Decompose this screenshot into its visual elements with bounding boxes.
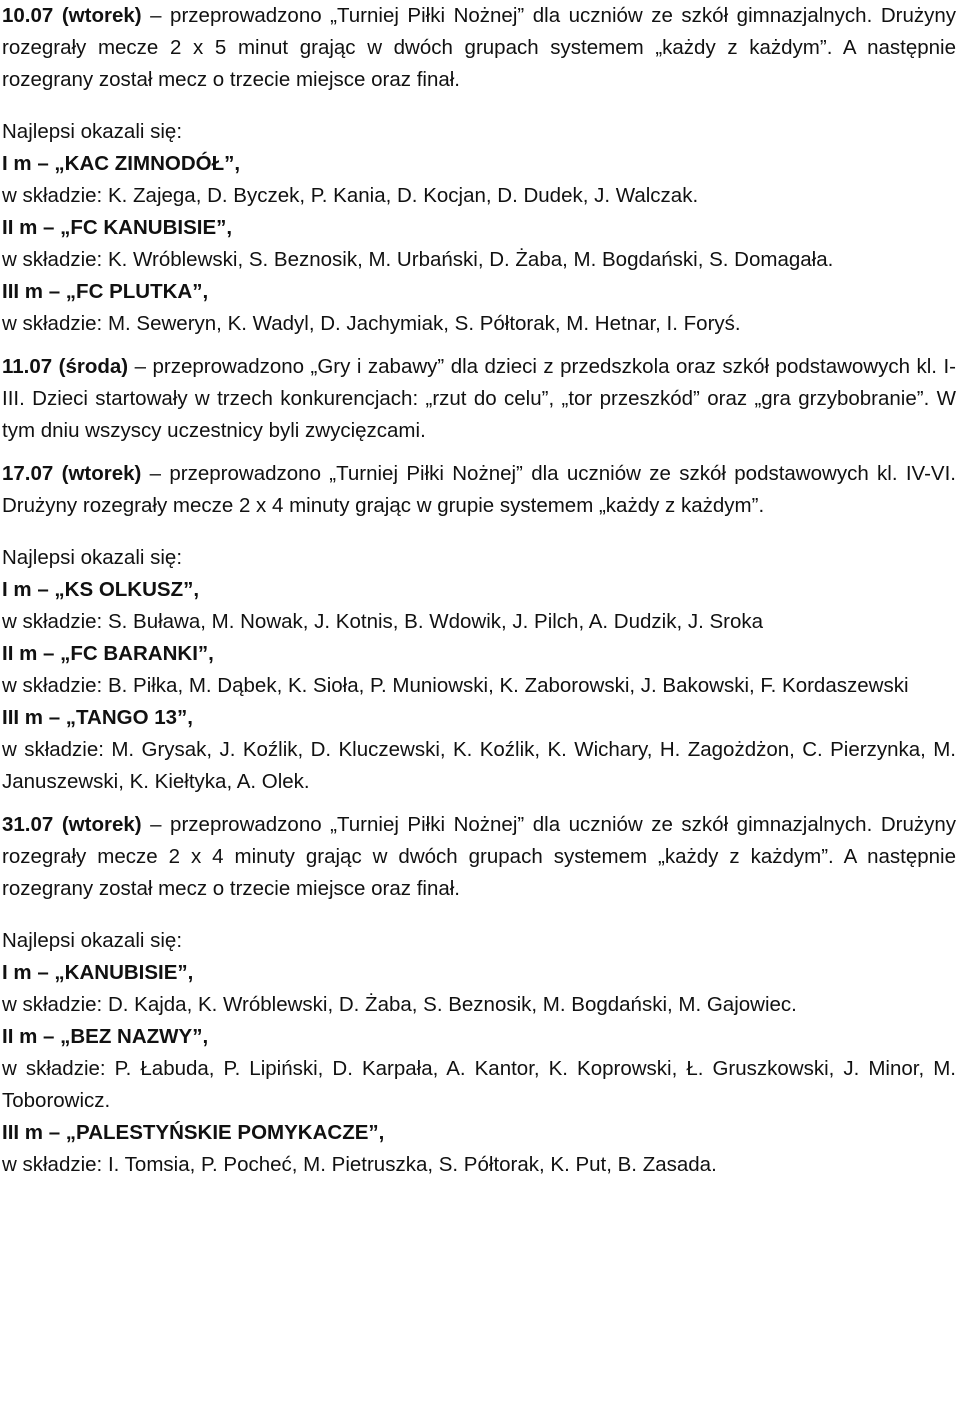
event-date: 31.07 (wtorek) xyxy=(2,813,142,836)
event-description: – przeprowadzono „Turniej Piłki Nożnej” dla uczniów ze szkół gimnazjalnych. Drużyny rozegrały mecze 2 x 5 minut grając w dwóch grupach systemem „każdy z każdym”. A następnie rozegrany został mecz o trzecie miejsce oraz finał. xyxy=(2,4,956,91)
place-title: I m – „KS OLKUSZ”, xyxy=(2,578,200,601)
place-squad: w składzie: I. Tomsia, P. Pocheć, M. Pietruszka, S. Półtorak, K. Put, B. Zasada. xyxy=(2,1153,717,1176)
event-description: – przeprowadzono „Turniej Piłki Nożnej” dla uczniów ze szkół gimnazjalnych. Drużyny rozegrały mecze 2 x 4 minuty grając w dwóch grupach systemem „każdy z każdym”. A następnie rozegrany został mecz o trzecie miejsce oraz finał. xyxy=(2,813,956,900)
event-description: – przeprowadzono „Turniej Piłki Nożnej” dla uczniów ze szkół podstawowych kl. IV-VI. Drużyny rozegrały mecze 2 x 4 minuty grając w grupie systemem „każdy z każdym”. xyxy=(2,462,956,517)
place-title: I m – „KANUBISIE”, xyxy=(2,961,194,984)
event-date: 17.07 (wtorek) xyxy=(2,462,142,485)
event-paragraph xyxy=(2,351,956,447)
event-paragraph xyxy=(2,0,956,96)
winners-heading: Najlepsi okazali się: xyxy=(2,120,183,143)
place-squad: w składzie: K. Wróblewski, S. Beznosik, M. Urbański, D. Żaba, M. Bogdański, S. Domagała. xyxy=(2,248,834,271)
event-date: 11.07 (środa) xyxy=(2,355,129,378)
winners-heading: Najlepsi okazali się: xyxy=(2,546,183,569)
winners-heading: Najlepsi okazali się: xyxy=(2,929,183,952)
place-title: III m – „PALESTYŃSKIE POMYKACZE”, xyxy=(2,1121,385,1144)
place-title: III m – „FC PLUTKA”, xyxy=(2,280,209,303)
place-squad: w składzie: M. Grysak, J. Koźlik, D. Kluczewski, K. Koźlik, K. Wichary, H. Zagożdżon, C. Pierzynka, M. Januszewski, K. Kiełtyka, A. Olek. xyxy=(2,738,956,793)
place-squad: w składzie: S. Buława, M. Nowak, J. Kotnis, B. Wdowik, J. Pilch, A. Dudzik, J. Sroka xyxy=(2,610,764,633)
place-title: II m – „FC BARANKI”, xyxy=(2,642,214,665)
place-title: I m – „KAC ZIMNODÓŁ”, xyxy=(2,152,241,175)
event-paragraph xyxy=(2,458,956,522)
event-paragraph xyxy=(2,809,956,905)
place-squad: w składzie: D. Kajda, K. Wróblewski, D. Żaba, S. Beznosik, M. Bogdański, M. Gajowiec. xyxy=(2,993,797,1016)
place-title: III m – „TANGO 13”, xyxy=(2,706,193,729)
place-title: II m – „FC KANUBISIE”, xyxy=(2,216,233,239)
event-description: – przeprowadzono „Gry i zabawy” dla dzieci z przedszkola oraz szkół podstawowych kl. I-III. Dzieci startowały w trzech konkurencjach: „rzut do celu”, „tor przeszkód” oraz „gra grzybobranie”. W tym dniu wszyscy uczestnicy byli zwycięzcami. xyxy=(2,355,956,442)
place-squad: w składzie: B. Piłka, M. Dąbek, K. Sioła, P. Muniowski, K. Zaborowski, J. Bakowski, F. Kordaszewski xyxy=(2,674,909,697)
event-date: 10.07 (wtorek) xyxy=(2,4,142,27)
place-squad: w składzie: P. Łabuda, P. Lipiński, D. Karpała, A. Kantor, K. Koprowski, Ł. Gruszkowski, J. Minor, M. Toborowicz. xyxy=(2,1057,956,1112)
place-squad: w składzie: M. Seweryn, K. Wadyl, D. Jachymiak, S. Półtorak, M. Hetnar, I. Foryś. xyxy=(2,312,741,335)
place-title: II m – „BEZ NAZWY”, xyxy=(2,1025,209,1048)
place-squad: w składzie: K. Zajega, D. Byczek, P. Kania, D. Kocjan, D. Dudek, J. Walczak. xyxy=(2,184,699,207)
